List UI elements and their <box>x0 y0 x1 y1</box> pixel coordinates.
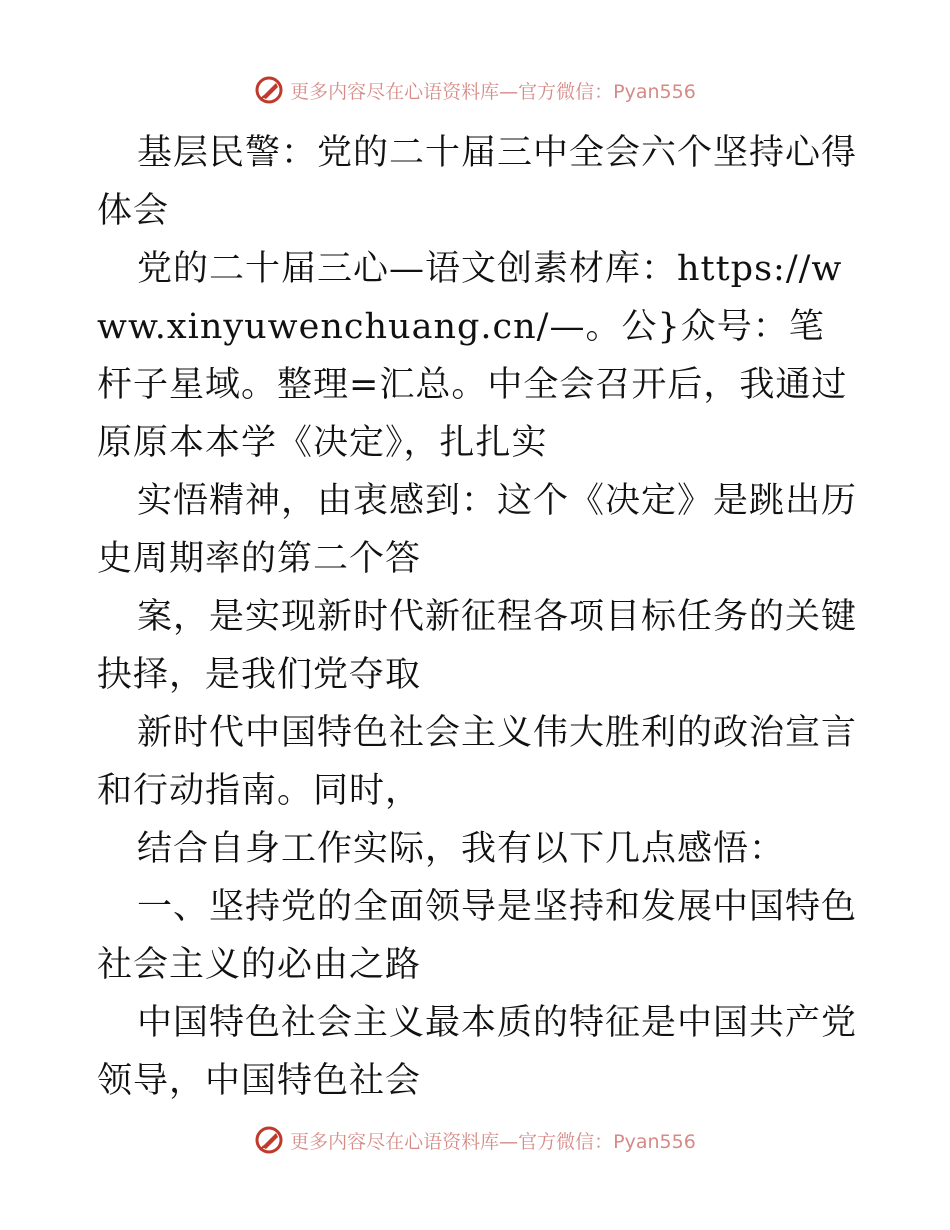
header-banner-text: 更多内容尽在心语资料库—官方微信：Pyan556 <box>290 80 696 103</box>
doc-title: 基层民警：党的二十届三中全会六个坚持心得体会 <box>97 133 858 231</box>
header-banner <box>0 70 950 110</box>
quill-logo-icon <box>254 1125 284 1155</box>
quill-logo-icon <box>254 75 284 105</box>
document-body <box>97 124 857 1110</box>
doc-paragraph-2: 实悟精神，由衷感到：这个《决定》是跳出历史周期率的第二个答 <box>97 481 858 579</box>
doc-section-heading-1: 一、坚持党的全面领导是坚持和发展中国特色社会主义的必由之路 <box>97 887 858 985</box>
header-banner-inner <box>254 75 696 105</box>
footer-banner-inner <box>254 1125 696 1155</box>
doc-paragraph-7: 中国特色社会主义最本质的特征是中国共产党领导，中国特色社会 <box>97 1003 858 1101</box>
doc-paragraph-3: 案，是实现新时代新征程各项目标任务的关键抉择，是我们党夺取 <box>97 597 858 695</box>
doc-paragraph-5: 结合自身工作实际，我有以下几点感悟： <box>137 829 786 869</box>
doc-paragraph-1: 党的二十届三心—语文创素材库：https://www.xinyuwenchuang.cn/—。公}众号：笔杆子星域。整理=汇总。中全会召开后，我通过原原本本学《决定》，扎扎实 <box>97 249 848 463</box>
footer-banner-text: 更多内容尽在心语资料库—官方微信：Pyan556 <box>290 1130 696 1153</box>
footer-banner <box>0 1120 950 1160</box>
doc-paragraph-4: 新时代中国特色社会主义伟大胜利的政治宣言和行动指南。同时， <box>97 713 858 811</box>
